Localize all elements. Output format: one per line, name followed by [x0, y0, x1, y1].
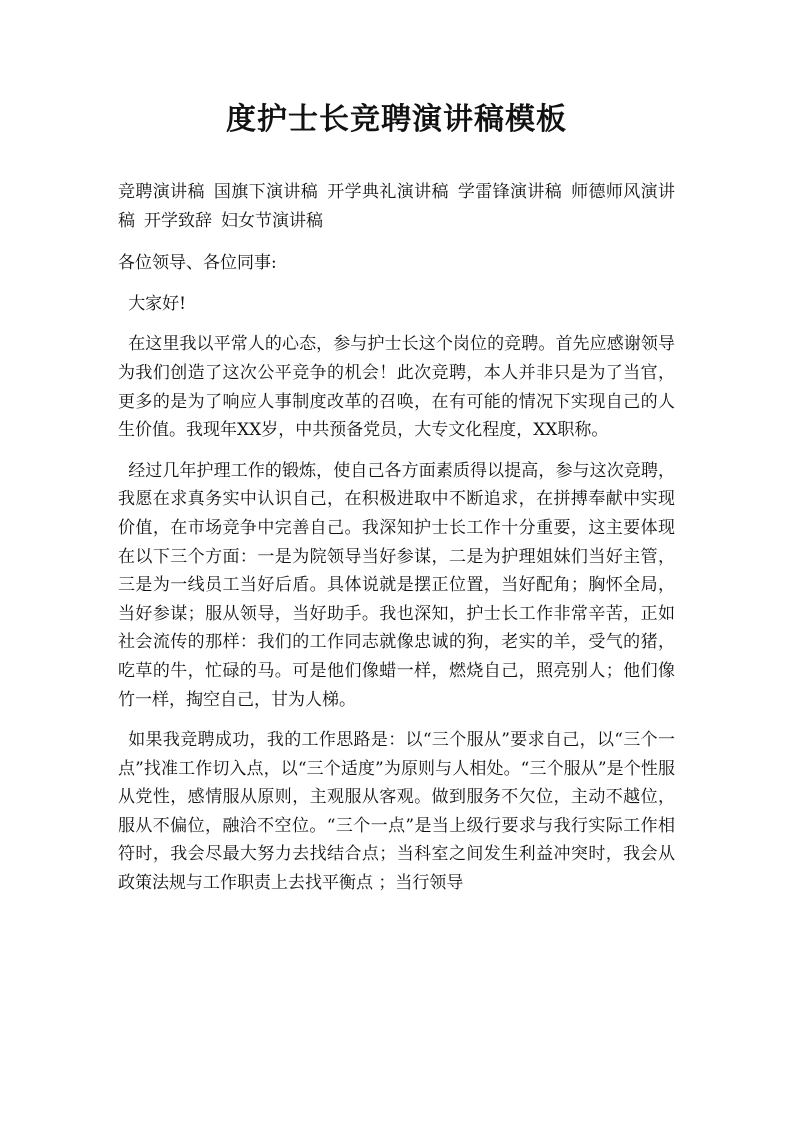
- tag-link[interactable]: 开学典礼演讲稿: [327, 182, 449, 202]
- salutation: 各位领导、各位同事:: [118, 253, 277, 274]
- tag-link[interactable]: 开学致辞: [144, 210, 212, 231]
- document-title: 度护士长竞聘演讲稿模板: [226, 102, 567, 137]
- tag-link[interactable]: 学雷锋演讲稿: [457, 182, 563, 202]
- tag-link[interactable]: 妇女节演讲稿: [221, 210, 323, 231]
- body-paragraph: 如果我竞聘成功，我的工作思路是：以“三个服从”要求自己，以“三个一点”找准工作切入点，以“三个适度”为原则与人相处。“三个服从”是个性服从党性，感情服从原则，主观服从客观。做到服务不欠位，主动不越位，服从不偏位，融洽不空位。“三个一点”是当上级行要求与我行实际工作相符时，我会尽最大努力去找结合点；当科室之间发生利益冲突时，我会从政策法规与工作职责上去找平衡点 ；当行领导: [118, 730, 675, 894]
- greeting: 大家好!: [128, 293, 187, 314]
- body-paragraph: 经过几年护理工作的锻炼，使自己各方面素质得以提高，参与这次竞聘，我愿在求真务实中认识自己，在积极进取中不断追求，在拼搏奉献中实现价值，在市场竞争中完善自己。我深知护士长工作十分重要，这主要体现在以下三个方面：一是为院领导当好参谋，二是为护理姐妹们当好主管，三是为一线员工当好后盾。具体说就是摆正位置，当好配角；胸怀全局，当好参谋；服从领导，当好助手。我也深知，护士长工作非常辛苦，正如社会流传的那样：我们的工作同志就像忠诚的狗，老实的羊，受气的猪，吃草的牛，忙碌的马。可是他们像蜡一样，燃烧自己，照亮别人；他们像竹一样，掏空自己，甘为人梯。: [118, 460, 675, 710]
- tag-link[interactable]: 师德师风演讲稿: [118, 182, 676, 231]
- tag-link[interactable]: 国旗下演讲稿: [213, 182, 319, 202]
- body-paragraph: 在这里我以平常人的心态，参与护士长这个岗位的竞聘。首先应感谢领导为我们创造了这次公平竞争的机会！此次竞聘，本人并非只是为了当官，更多的是为了响应人事制度改革的召唤，在有可能的情况下实现自己的人生价值。我现年XX岁，中共预备党员，大专文化程度，XX职称。: [118, 334, 675, 441]
- tag-link[interactable]: 竞聘演讲稿: [118, 182, 205, 202]
- tag-list: [118, 178, 675, 235]
